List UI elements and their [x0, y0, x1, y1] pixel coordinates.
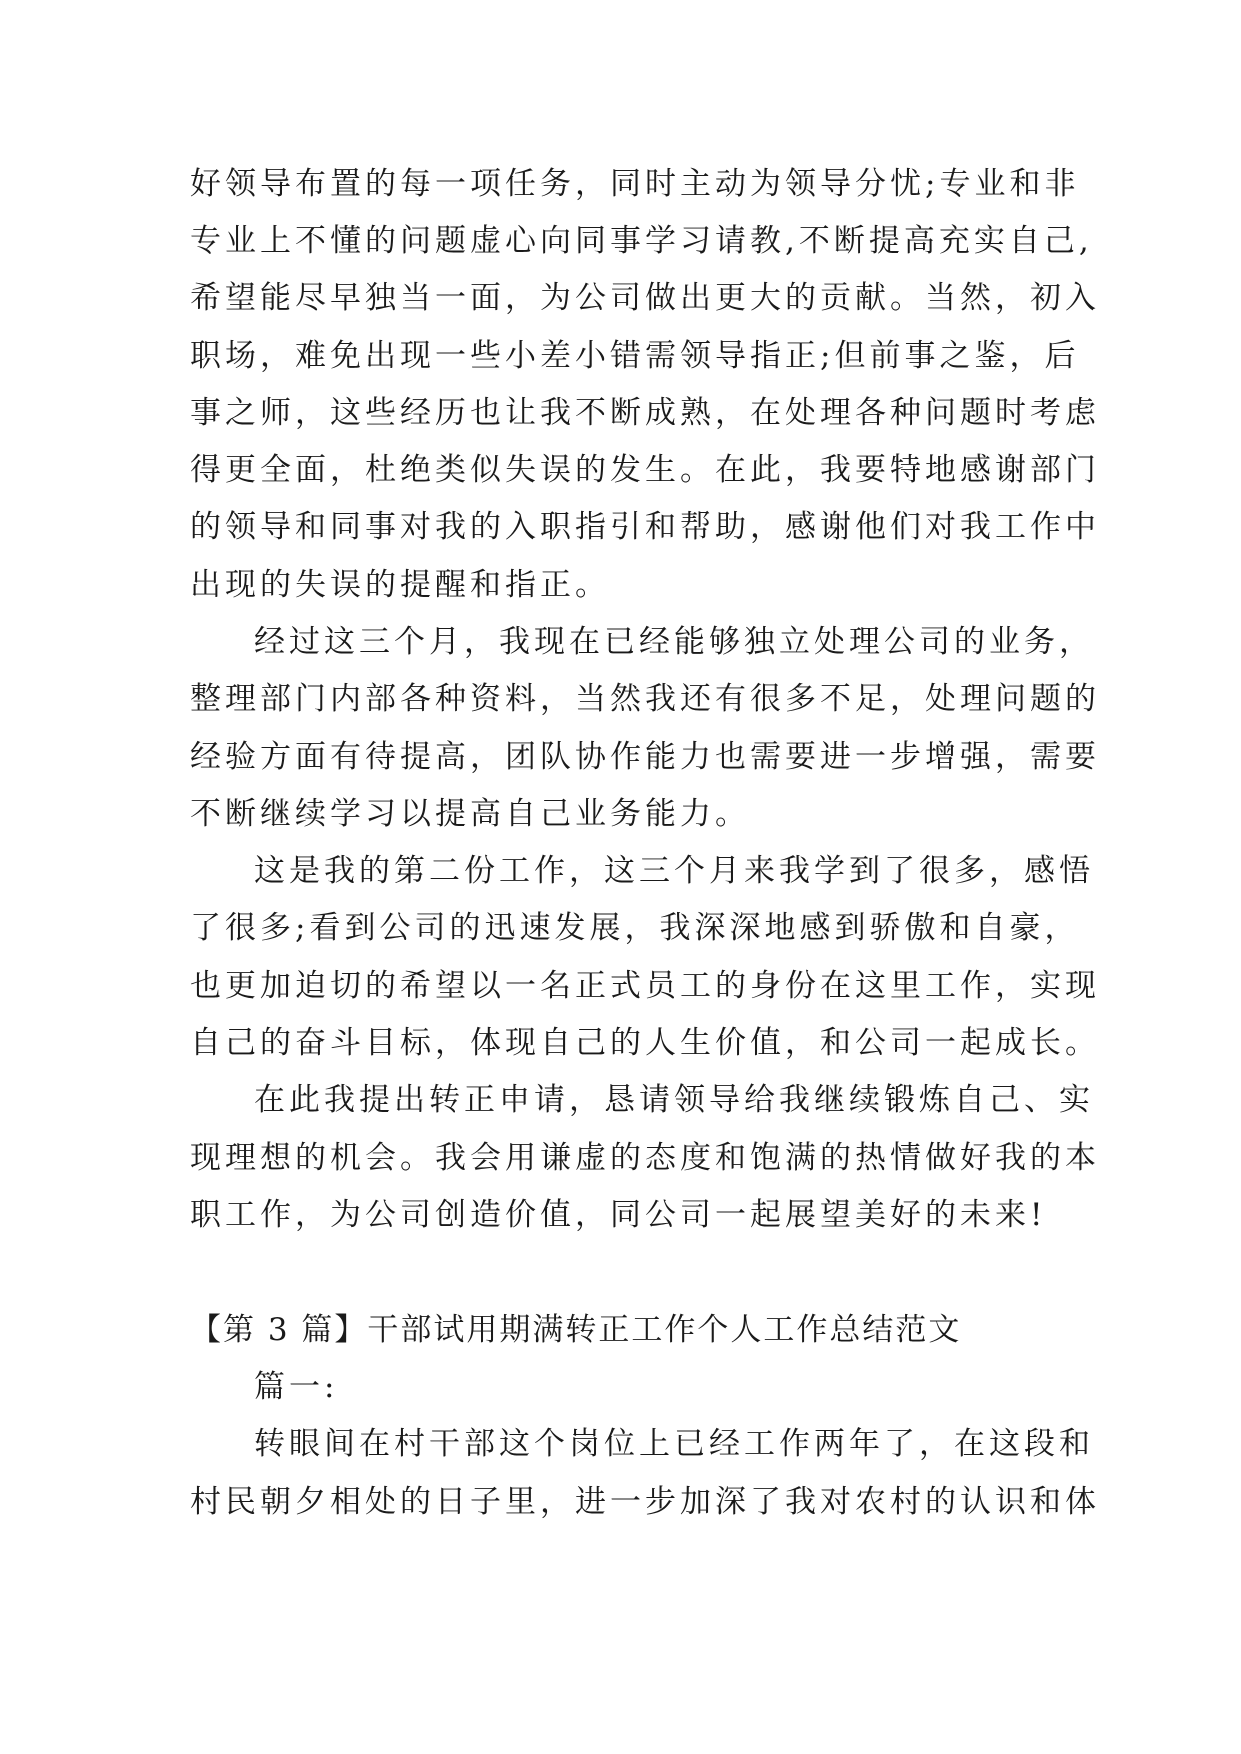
- body-text-line: 职工作，为公司创造价值，同公司一起展望美好的未来!: [190, 1197, 1047, 1233]
- body-text-line: 得更全面，杜绝类似失误的发生。在此，我要特地感谢部门: [190, 452, 1100, 488]
- body-text-line: 在此我提出转正申请，恳请领导给我继续锻炼自己、实: [254, 1082, 1094, 1118]
- body-text-line: 专业上不懂的问题虚心向同事学习请教,不断提高充实自己,: [190, 223, 1093, 259]
- body-text-line: 好领导布置的每一项任务，同时主动为领导分忧;专业和非: [190, 166, 1080, 202]
- section-heading: 【第 3 篇】干部试用期满转正工作个人工作总结范文: [190, 1312, 962, 1348]
- section-subheading: 篇一:: [254, 1369, 339, 1405]
- body-text-line: 自己的奋斗目标，体现自己的人生价值，和公司一起成长。: [190, 1025, 1100, 1061]
- body-text-line: 职场，难免出现一些小差小错需领导指正;但前事之鉴，后: [190, 338, 1080, 374]
- body-text-line: 经验方面有待提高，团队协作能力也需要进一步增强，需要: [190, 739, 1100, 775]
- body-text-line: 事之师，这些经历也让我不断成熟，在处理各种问题时考虑: [190, 395, 1100, 431]
- body-text-line: 现理想的机会。我会用谦虚的态度和饱满的热情做好我的本: [190, 1140, 1100, 1176]
- body-text-line: 希望能尽早独当一面，为公司做出更大的贡献。当然，初入: [190, 280, 1100, 316]
- body-text-line: 的领导和同事对我的入职指引和帮助，感谢他们对我工作中: [190, 509, 1100, 545]
- body-text-line: 转眼间在村干部这个岗位上已经工作两年了，在这段和: [254, 1426, 1094, 1462]
- body-text-line: 经过这三个月，我现在已经能够独立处理公司的业务，: [254, 624, 1094, 660]
- body-text-line: 这是我的第二份工作，这三个月来我学到了很多，感悟: [254, 853, 1094, 889]
- body-text-line: 整理部门内部各种资料，当然我还有很多不足，处理问题的: [190, 681, 1100, 717]
- body-text-line: 不断继续学习以提高自己业务能力。: [190, 796, 750, 832]
- body-text-line: 村民朝夕相处的日子里，进一步加深了我对农村的认识和体: [190, 1484, 1100, 1520]
- body-text-line: 也更加迫切的希望以一名正式员工的身份在这里工作，实现: [190, 968, 1100, 1004]
- body-text-line: 出现的失误的提醒和指正。: [190, 567, 610, 603]
- body-text-line: 了很多;看到公司的迅速发展，我深深地感到骄傲和自豪，: [190, 910, 1080, 946]
